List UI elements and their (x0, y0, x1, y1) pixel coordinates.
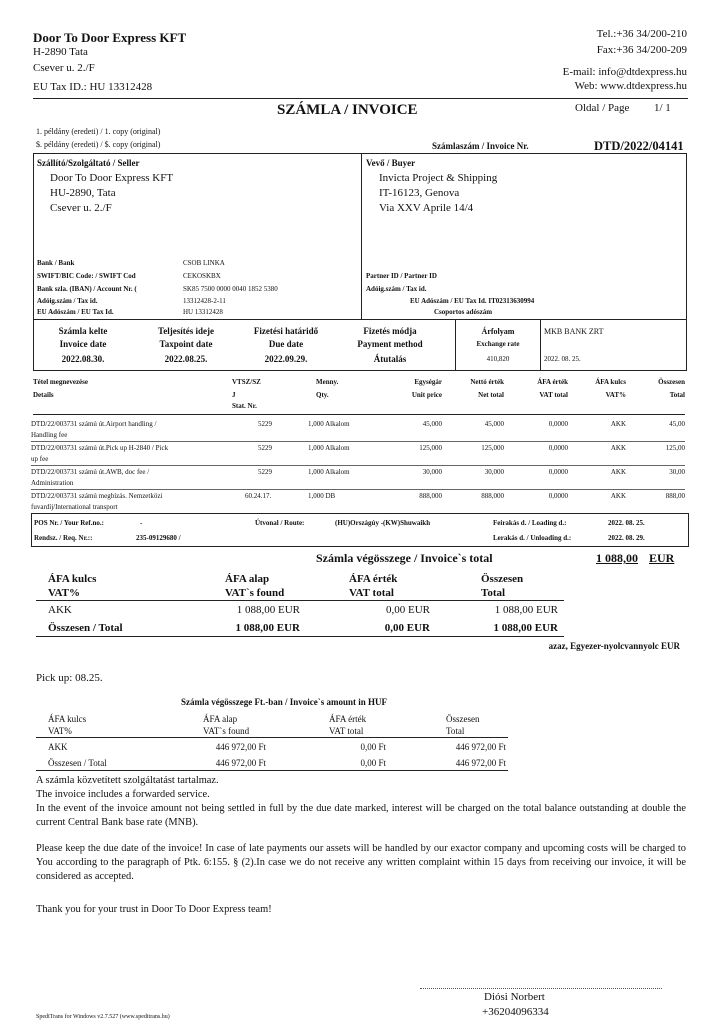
item-2-vtsz: 5229 (258, 444, 272, 452)
col-qty-hu: Menny. (316, 378, 339, 386)
vat-row1-base: 1 088,00 EUR (236, 604, 300, 616)
item-2-rate: AKK (610, 444, 626, 452)
taxpoint-date-label-en: Taxpoint date (159, 339, 213, 349)
page-number: 1/ 1 (654, 102, 671, 114)
vat-h4: Összesen (481, 573, 524, 585)
huf-summary-title: Számla végösszege Ft.-ban / Invoice`s amount in HUF (181, 697, 387, 707)
eu-tax-value: HU 13312428 (183, 308, 223, 316)
item-2-desc: DTD/22/003731 számú út.Pick up H-2840 / Pick (31, 444, 169, 452)
page-label: Oldal / Page (575, 102, 630, 114)
swift-value: CEKOSKBX (183, 272, 221, 280)
payment-method-label-en: Payment method (357, 339, 423, 349)
item-4-total: 888,00 (665, 492, 685, 500)
col-vtsz: VTSZ/SZ (232, 378, 261, 386)
item-2-vat: 0,0000 (548, 444, 568, 452)
invoice-title: SZÁMLA / INVOICE (277, 102, 418, 118)
signature-name: Diósi Norbert (484, 991, 545, 1003)
item-4-vat: 0,0000 (548, 492, 568, 500)
bank-label: Bank / Bank (37, 259, 75, 267)
col-rate-en: VAT% (605, 391, 626, 399)
col-vat-en: VAT total (539, 391, 568, 399)
buyer-tax-id: Adóig.szám / Tax id. (366, 285, 427, 293)
unloading-value: 2022. 08. 29. (608, 534, 645, 542)
item-3-qty: 1,000 Alkalom (308, 468, 350, 476)
exchange-rate-label: Árfolyam (481, 327, 515, 336)
item-3-desc-2: Administration (31, 479, 74, 487)
vat-h4-en: Total (481, 587, 506, 599)
payment-method-value: Átutalás (373, 354, 407, 364)
loading-value: 2022. 08. 25. (608, 519, 645, 527)
huf-h2-en: VAT`s found (203, 726, 250, 736)
huf-row1-rate: AKK (48, 742, 68, 752)
bank-value: CSOB LINKA (183, 259, 225, 267)
buyer-name: Invicta Project & Shipping (379, 172, 498, 184)
route-value: (HU)Országúy -(KW)Shuwaikh (335, 519, 431, 527)
col-vat-hu: ÁFA érték (537, 378, 568, 386)
seller-street: Csever u. 2./F (50, 202, 112, 214)
seller-name: Door To Door Express KFT (50, 172, 174, 184)
item-4-qty: 1,000 DB (308, 492, 336, 500)
invoice-nr-label: Számlaszám / Invoice Nr. (432, 141, 529, 151)
item-4-desc-2: fuvardíj/International transport (31, 503, 118, 511)
tax-id-label: Adóig.szám / Tax id. (37, 297, 98, 305)
huf-h1: ÁFA kulcs (48, 714, 87, 724)
company-street: Csever u. 2./F (33, 62, 95, 74)
col-net-hu: Nettó érték (470, 378, 504, 386)
unloading-label: Lerakás d. / Unloading d.: (493, 534, 572, 542)
item-3-net: 30,000 (484, 468, 504, 476)
item-4-net: 888,000 (481, 492, 504, 500)
invoice-date-label: Számla kelte (58, 326, 108, 336)
copy-line-1: 1. példány (eredeti) / 1. copy (original) (36, 127, 161, 136)
vat-h3-en: VAT total (349, 587, 394, 599)
col-details-hu: Tétel megnevezése (33, 378, 88, 386)
item-4-desc: DTD/22/003731 számú megbízás. Nemzetközi (31, 492, 163, 500)
vat-h1-en: VAT% (48, 587, 80, 599)
col-vtsz-2: J (232, 391, 236, 399)
vat-row2-base: 1 088,00 EUR (235, 622, 300, 634)
item-1-rate: AKK (610, 420, 626, 428)
due-date-label-en: Due date (268, 339, 304, 349)
vat-h3: ÁFA érték (349, 573, 398, 585)
item-3-vat: 0,0000 (548, 468, 568, 476)
huf-h3-en: VAT total (329, 726, 364, 736)
buyer-street: Via XXV Aprile 14/4 (379, 202, 474, 214)
col-vtsz-3: Stat. Nr. (232, 402, 257, 410)
item-2-qty: 1,000 Alkalom (308, 444, 350, 452)
item-1-desc-2: Handling fee (31, 431, 68, 439)
huf-h4: Összesen (446, 714, 480, 724)
company-tax-id: EU Tax ID.: HU 13312428 (33, 81, 153, 93)
invoice-date-label-en: Invoice date (59, 339, 107, 349)
col-net-en: Net total (478, 391, 504, 399)
buyer-city: IT-16123, Genova (379, 187, 460, 199)
buyer-group-tax: Csoportos adószám (434, 308, 493, 316)
taxpoint-date-label: Teljesítés ideje (158, 326, 214, 336)
company-fax: Fax:+36 34/200-209 (596, 44, 687, 56)
eu-tax-label: EU Adószám / EU Tax Id. (37, 308, 114, 316)
due-date-value: 2022.09.29. (264, 354, 308, 364)
item-1-qty: 1,000 Alkalom (308, 420, 350, 428)
iban-label: Bank szla. (IBAN) / Account Nr. ( (37, 285, 137, 293)
signature-phone: +36204096334 (482, 1006, 549, 1018)
huf-h1-en: VAT% (48, 726, 72, 736)
huf-row2-base: 446 972,00 Ft (215, 758, 266, 768)
note-due-date: Please keep the due date of the invoice! In case of late payments our assets will be handled by our exactor company and upcoming costs will be charged to You according to the paragraph of Ptk. 6:155. § (2).In case we do not receive any written complaint within 15 days from receiving our invoice, it will be considered as accepted. (36, 843, 686, 882)
item-1-unit: 45,000 (422, 420, 442, 428)
vat-row2-total: 1 088,00 EUR (493, 622, 558, 634)
huf-row1-vat: 0,00 Ft (360, 742, 386, 752)
item-3-desc: DTD/22/003731 számú út.AWB, doc fee / (31, 468, 150, 476)
copy-line-2: $. példány (eredeti) / $. copy (original) (36, 140, 161, 149)
item-3-rate: AKK (610, 468, 626, 476)
item-3-total: 30,00 (669, 468, 685, 476)
company-email: E-mail: info@dtdexpress.hu (562, 66, 687, 78)
item-3-vtsz: 5229 (258, 468, 272, 476)
vat-row1-vat: 0,00 EUR (386, 604, 430, 616)
due-date-label: Fizetési határidő (253, 326, 319, 336)
note-forwarded-hu: A számla közvetített szolgáltatást tartalmaz. (36, 775, 219, 786)
company-name: Door To Door Express KFT (33, 30, 187, 45)
exchange-date: 2022. 08. 25. (544, 355, 581, 363)
vat-h1: ÁFA kulcs (48, 573, 97, 585)
footer-software: SpediTrans for Windows v2.7.527 (www.speditrans.hu) (36, 1014, 170, 1020)
huf-h2: ÁFA alap (203, 714, 238, 724)
payment-method-label: Fizetés módja (363, 326, 417, 336)
buyer-partner-id: Partner ID / Partner ID (366, 272, 437, 280)
iban-value: SK85 7500 0000 0040 1852 5380 (183, 285, 278, 293)
item-1-desc: DTD/22/003731 számú út.Airport handling / (31, 420, 157, 428)
note-forwarded-en: The invoice includes a forwarded service. (36, 789, 210, 800)
tax-id-value: 13312428-2-11 (183, 297, 226, 305)
item-4-rate: AKK (610, 492, 626, 500)
col-total-en: Total (669, 391, 685, 399)
item-1-total: 45,00 (669, 420, 685, 428)
huf-h3: ÁFA érték (329, 714, 367, 724)
vat-row2-vat: 0,00 EUR (384, 622, 430, 634)
req-value: 235-09129680 / (136, 534, 181, 542)
huf-row2-vat: 0,00 Ft (360, 758, 386, 768)
col-qty-en: Qty. (316, 391, 329, 399)
pos-value: - (140, 519, 143, 527)
note-thanks: Thank you for your trust in Door To Door Express team! (36, 904, 272, 915)
vat-row1-total: 1 088,00 EUR (494, 604, 558, 616)
signature-line (420, 988, 662, 989)
item-2-total: 125,00 (665, 444, 685, 452)
req-label: Rendsz. / Req. Nr.:: (34, 534, 93, 542)
exchange-rate-label-en: Exchange rate (476, 340, 520, 348)
taxpoint-date-value: 2022.08.25. (164, 354, 208, 364)
exchange-rate-value: 410,820 (486, 355, 510, 363)
vat-row2-rate: Összesen / Total (48, 622, 123, 634)
loading-label: Feirakás d. / Loading d.: (493, 519, 567, 527)
item-4-unit: 888,000 (419, 492, 442, 500)
item-1-net: 45,000 (484, 420, 504, 428)
route-label: Útvonal / Route: (255, 519, 305, 527)
invoice-total-label: Számla végösszege / Invoice`s total (316, 551, 493, 565)
item-2-desc-2: up fee (31, 455, 49, 463)
buyer-eu-tax: EU Adószám / EU Tax Id. IT02313630994 (410, 297, 535, 305)
huf-h4-en: Total (446, 726, 465, 736)
item-3-unit: 30,000 (422, 468, 442, 476)
invoice-nr-value: DTD/2022/04141 (594, 139, 684, 153)
company-zip-city: H-2890 Tata (33, 46, 88, 58)
swift-label: SWIFT/BIC Code: / SWIFT Cod (37, 272, 136, 280)
huf-row2-total: 446 972,00 Ft (455, 758, 506, 768)
pos-label: POS Nr. / Your Ref.no.: (34, 519, 104, 527)
amount-in-words: azaz, Egyezer-nyolcvannyolc EUR (548, 641, 680, 651)
huf-row1-base: 446 972,00 Ft (215, 742, 266, 752)
col-rate-hu: ÁFA kulcs (595, 378, 626, 386)
item-2-unit: 125,000 (419, 444, 442, 452)
exchange-bank: MKB BANK ZRT (544, 327, 604, 336)
pickup-note: Pick up: 08.25. (36, 672, 103, 684)
invoice-total-currency: EUR (649, 551, 675, 565)
seller-heading: Szállító/Szolgáltató / Seller (37, 158, 140, 168)
huf-row1-total: 446 972,00 Ft (455, 742, 506, 752)
buyer-heading: Vevő / Buyer (366, 158, 416, 168)
company-tel: Tel.:+36 34/200-210 (596, 28, 687, 40)
col-unit-hu: Egységár (414, 378, 442, 386)
vat-h2: ÁFA alap (225, 573, 270, 585)
item-4-vtsz: 60.24.17. (245, 492, 272, 500)
invoice-date-value: 2022.08.30. (61, 354, 105, 364)
seller-city: HU-2890, Tata (50, 187, 116, 199)
item-2-net: 125,000 (481, 444, 504, 452)
note-interest: In the event of the invoice amount not being settled in full by the due date marked, interest will be charged on the total balance outstanding at double the current Central Bank base rate (MNB). (36, 803, 686, 828)
item-1-vtsz: 5229 (258, 420, 272, 428)
invoice-total-value: 1 088,00 (596, 551, 638, 565)
col-details-en: Details (33, 391, 54, 399)
col-unit-en: Unit price (411, 391, 442, 399)
huf-row2-rate: Összesen / Total (48, 758, 107, 768)
col-total-hu: Összesen (658, 378, 685, 386)
vat-row1-rate: AKK (48, 604, 72, 616)
company-web: Web: www.dtdexpress.hu (574, 80, 687, 92)
item-1-vat: 0,0000 (548, 420, 568, 428)
vat-h2-en: VAT`s found (225, 587, 285, 599)
